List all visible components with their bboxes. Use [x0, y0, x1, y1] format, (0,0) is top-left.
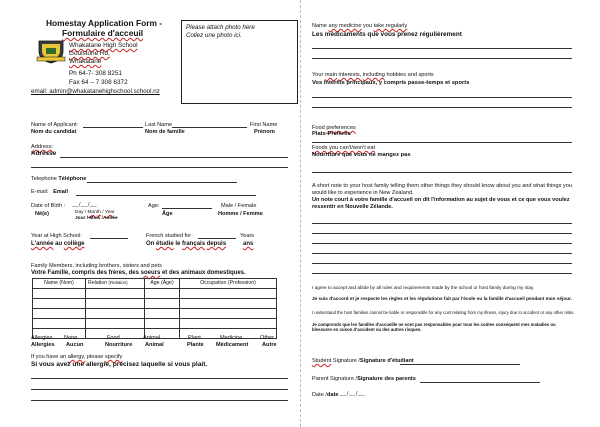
allergy-option-medicine-en[interactable]: Medicine	[220, 335, 243, 341]
th-occupation: Occupation (Profession)	[180, 279, 277, 289]
school-email[interactable]: email: admin@whakatanehighschool.school.nz	[31, 88, 160, 95]
table-cell[interactable]	[86, 319, 145, 329]
school-address-1: Goulstone Rd,	[69, 50, 110, 57]
label-years: Years	[240, 233, 255, 239]
label-allergy-specify-en	[31, 354, 122, 361]
table-cell[interactable]	[33, 319, 86, 329]
student-sig-3: Signature d'étudiant	[359, 358, 414, 364]
form-title: Homestay Application Form -	[46, 18, 163, 28]
field-note-1[interactable]	[312, 223, 572, 224]
label-last-name: Last Name	[145, 122, 173, 128]
table-cell[interactable]	[33, 299, 86, 309]
parent-sig-2: Signature des parents	[357, 376, 416, 382]
field-student-signature[interactable]	[400, 364, 520, 365]
dob-hint-day: Day /	[75, 210, 87, 215]
label-gender-en: Male / Female	[221, 203, 257, 209]
allergy-option-none-fr: Aucun	[66, 342, 84, 348]
on-etudie-1: On	[146, 241, 156, 247]
field-date[interactable]: __/__/__	[340, 391, 365, 397]
label-agree-fr: Je suis d'accord et je respecte les règles et les régulations fait par l'école ou la famille d'accueil pendant mon séjour.	[312, 296, 572, 301]
medicine-en-4: take regularly	[373, 23, 408, 29]
interests-en-2: main	[324, 72, 337, 78]
interests-en-4: interests,	[338, 72, 362, 78]
field-french-years[interactable]	[198, 238, 236, 239]
label-date	[312, 392, 338, 399]
label-age-fr: Âge	[162, 211, 173, 217]
label-name-applicant: Name of Applicant:	[31, 122, 78, 128]
label-liability-en: I understand the host families cannot be liable or responsible for any cost relating from my illness, injury due to accident or any other risks.	[312, 310, 575, 315]
date-2: date	[326, 392, 339, 398]
label-email-fr: Email	[53, 189, 69, 195]
label-annee-college	[31, 241, 84, 248]
school-crest-icon	[36, 38, 66, 64]
allergy-option-plant-fr: Plante	[187, 342, 204, 348]
student-sig-1: Student	[312, 358, 332, 364]
field-allergy-1[interactable]	[31, 378, 288, 379]
label-nom-famille: Nom de famille	[145, 129, 185, 135]
allergy-option-animal-en[interactable]: Animal	[143, 335, 161, 341]
date-1: Date /	[312, 392, 327, 398]
field-note-4[interactable]	[312, 253, 572, 254]
annee-college: collège	[63, 241, 85, 247]
student-sig-2: Signature /	[331, 358, 360, 364]
table-cell[interactable]	[86, 299, 145, 309]
field-address-2[interactable]	[31, 167, 288, 168]
field-telephone[interactable]	[87, 182, 237, 183]
table-cell[interactable]	[33, 309, 86, 319]
photo-instruction-fr: Collez une photo ici.	[186, 32, 242, 39]
dob-hint-fr: Jour / Mois /Année	[75, 216, 118, 221]
label-note-en: A short note to your host family telling them other things they should know about you and what things you would like to experience in New Zealand.	[312, 183, 572, 196]
annee-au: au	[53, 241, 64, 247]
label-address-fr: Adresse	[31, 150, 57, 157]
field-email[interactable]	[76, 195, 256, 196]
table-row[interactable]	[33, 299, 277, 309]
photo-box[interactable]	[181, 20, 298, 104]
form-subtitle: Formulaire d'acceuil	[62, 28, 144, 38]
table-cell[interactable]	[180, 299, 277, 309]
interests-en-1: Your	[312, 72, 325, 78]
on-etudie-2: étudie	[156, 241, 174, 247]
label-medicine-en	[312, 23, 407, 30]
label-first-name: First Name	[250, 122, 278, 128]
label-dob: Date of Birth :	[31, 203, 66, 209]
family-table	[32, 278, 277, 339]
field-note-3[interactable]	[312, 243, 572, 244]
allergy-option-medicine-fr: Médicament	[216, 342, 249, 348]
label-age-en: Age:	[148, 203, 160, 209]
table-row[interactable]	[33, 309, 277, 319]
th-relation-fr: (Relation)	[108, 280, 128, 286]
allergy-en-4: specify	[104, 354, 123, 360]
label-note-fr: Un note court à votre famille d'accueil on dit l'information au sujet de vous et ce que vous voulez ressentir en Nouvelle Zélande.	[312, 197, 570, 210]
field-note-6[interactable]	[312, 273, 572, 274]
label-food-pref-fr: Plats Préférés	[312, 131, 351, 137]
table-cell[interactable]	[180, 309, 277, 319]
allergy-option-food-en[interactable]: Food	[107, 335, 120, 341]
family-fr-3: et des animaux domestiques.	[160, 270, 246, 276]
table-cell[interactable]	[145, 309, 180, 319]
interests-en-6: including	[362, 72, 385, 78]
field-first-name[interactable]	[172, 127, 247, 128]
telephone-label-group	[31, 176, 86, 183]
label-medicine-fr: Les médicaments que vous prenez régulièrement	[312, 31, 462, 38]
allergy-en-2: allergy,	[67, 354, 86, 360]
email-label-group	[31, 189, 68, 196]
table-cell[interactable]	[33, 289, 86, 299]
field-dob[interactable]: __/__/__	[72, 202, 97, 208]
allergy-option-other-en[interactable]: Other	[260, 335, 274, 341]
medicine-en-2: any medicine	[328, 23, 362, 29]
label-nom-candidat: Nom du candidat	[31, 129, 77, 135]
field-allergy-2[interactable]	[31, 389, 288, 390]
field-medicine-1[interactable]	[312, 48, 572, 49]
field-age[interactable]	[162, 208, 212, 209]
table-cell[interactable]	[180, 289, 277, 299]
field-allergy-3[interactable]	[31, 400, 288, 401]
dob-hint-sep: /	[100, 210, 104, 215]
table-row[interactable]	[33, 319, 277, 329]
field-food-pref[interactable]	[312, 142, 572, 143]
family-fr-2: soeurs	[140, 270, 161, 276]
family-fr-1: Votre Famille, compris des frères, des	[31, 270, 141, 276]
field-interests-2[interactable]	[312, 107, 572, 108]
field-note-5[interactable]	[312, 263, 572, 264]
on-etudie-6: depuis	[206, 241, 227, 247]
label-french-studied: French studied for	[146, 233, 192, 239]
field-foods-cant[interactable]	[312, 172, 572, 173]
table-cell[interactable]	[86, 309, 145, 319]
column-divider	[300, 0, 301, 427]
medicine-en-3: you	[361, 23, 374, 29]
school-name: Whakatane High School	[69, 42, 138, 49]
table-row[interactable]	[33, 289, 277, 299]
field-parent-signature[interactable]	[420, 382, 540, 383]
label-interests-fr: Vos intérêts principaux, y compris passe-temps et sports	[312, 80, 470, 86]
food-pref-en-1: Food	[312, 125, 327, 131]
food-pref-en-2: preferences	[326, 125, 356, 131]
label-agree-en: I agree to accept and abide by all rules and requirements made by the school or host family during my stay.	[312, 285, 535, 290]
label-address-en: Address:	[31, 144, 54, 150]
table-cell[interactable]	[145, 289, 180, 299]
label-telephone-fr: Téléphone	[58, 176, 87, 182]
medicine-en-1: Name	[312, 23, 329, 29]
school-phone: Ph 64-7- 308 8251	[69, 70, 122, 77]
table-cell[interactable]	[180, 319, 277, 329]
parent-sig-1: Parent Signature /	[312, 376, 358, 382]
interests-en-7: hobbies and sports	[384, 72, 434, 78]
allergy-en-3: please	[85, 354, 105, 360]
field-medicine-2[interactable]	[312, 58, 572, 59]
school-fax: Fax 64 – 7 308 6372	[69, 79, 128, 86]
on-etudie-4: français	[182, 241, 206, 247]
on-etudie-3: le	[173, 241, 183, 247]
label-on-etudie	[146, 241, 226, 248]
label-student-signature	[312, 358, 414, 365]
annee-word: L'année	[31, 241, 54, 247]
label-year-school: Year at High School:	[31, 233, 82, 239]
th-relation	[86, 279, 145, 289]
allergy-option-animal-fr: Animal	[145, 342, 164, 348]
allergy-option-none-en[interactable]: None	[64, 335, 78, 341]
label-family-en: Family Members, including brothers, sisters and pets	[31, 263, 162, 269]
th-relation-en: Relation	[88, 280, 108, 287]
field-note-2[interactable]	[312, 233, 572, 234]
allergy-option-other-fr: Autre	[262, 342, 277, 348]
label-email-en: E-mail:	[31, 189, 49, 195]
label-liability-fr: Je comprends que les familles d'accueille ne sont pas responsables pour tous les coûtes conséquent mes maladies ou blessures en raison d'accident ou des autres risques.	[312, 322, 556, 333]
label-ans: ans	[243, 241, 254, 247]
label-foods-cant-en: Foods you can't/won't eat	[312, 145, 376, 151]
label-prenom: Prénom	[254, 129, 275, 135]
table-cell[interactable]	[145, 299, 180, 309]
field-address-1[interactable]	[60, 157, 288, 158]
dob-hint-month: Month	[87, 210, 101, 215]
label-foods-cant-fr: Nourriture que vous ne mangez pas	[312, 152, 411, 158]
allergy-option-allergies-fr: Allergies	[31, 342, 55, 348]
allergy-en-1: If you have an	[31, 354, 68, 360]
table-cell[interactable]	[86, 289, 145, 299]
table-cell[interactable]	[145, 319, 180, 329]
allergy-option-plant-en[interactable]: Plant	[188, 335, 201, 341]
label-family-fr	[31, 270, 246, 277]
label-allergy-specify-fr: Si vous avez une allergie, précisez laquelle si vous plait.	[31, 361, 208, 368]
label-gender-fr: Homme / Femme	[218, 211, 263, 217]
label-interests-en	[312, 72, 434, 79]
th-age: Age (Âge)	[145, 279, 180, 289]
family-table-header	[33, 279, 277, 289]
field-interests-1[interactable]	[312, 97, 572, 98]
school-address-2: Whakatane	[69, 58, 102, 65]
field-year-school[interactable]	[90, 238, 128, 239]
allergy-option-food-fr: Nourriture	[105, 342, 133, 348]
allergy-option-allergies-en: Allergies	[31, 335, 53, 341]
label-telephone-en: Telephone	[31, 176, 57, 182]
th-name: Name (Nom)	[33, 279, 86, 289]
label-ne: Né(e)	[35, 211, 49, 217]
dob-hint-en	[75, 210, 115, 216]
label-parent-signature	[312, 376, 416, 383]
photo-instruction-en: Please attach photo here	[186, 24, 255, 31]
field-last-name[interactable]	[83, 127, 143, 128]
dob-hint-year: Year	[104, 210, 115, 215]
